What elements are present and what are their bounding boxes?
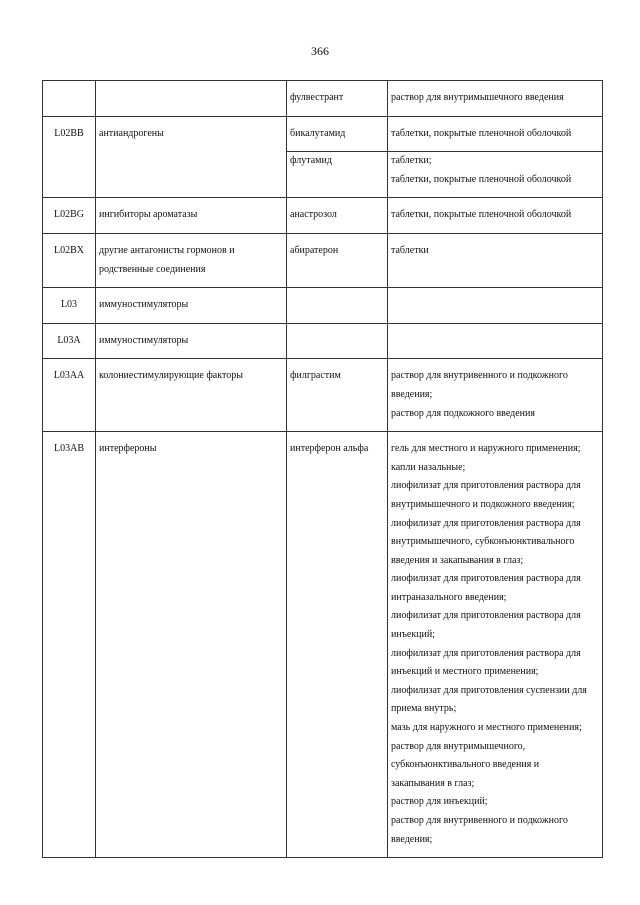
anatomical-group-cell bbox=[96, 116, 287, 198]
drug-name-cell: флутамид bbox=[287, 152, 388, 198]
atc-code-cell: L02BG bbox=[43, 198, 96, 234]
drug-classification-table bbox=[42, 80, 603, 858]
anatomical-group-cell bbox=[96, 198, 287, 234]
group-line: антиандрогены bbox=[99, 127, 164, 139]
dosage-form-line: введения; bbox=[391, 833, 433, 845]
dosage-form-cell bbox=[388, 359, 603, 432]
table-row bbox=[43, 233, 603, 287]
anatomical-group-cell bbox=[96, 288, 287, 324]
dosage-form-line: таблетки, покрытые пленочной оболочкой bbox=[391, 127, 572, 139]
group-line: иммуностимуляторы bbox=[99, 299, 189, 311]
dosage-form-line: внутримышечного и подкожного введения; bbox=[391, 498, 575, 510]
drug-name-cell bbox=[287, 323, 388, 359]
dosage-form-cell bbox=[388, 233, 603, 287]
dosage-form-line: лиофилизат для приготовления суспензии для bbox=[391, 684, 587, 696]
dosage-form-line: раствор для внутримышечного введения bbox=[391, 92, 564, 103]
dosage-form-line: раствор для внутривенного и подкожного bbox=[391, 815, 568, 826]
dosage-form-line: капли назальные; bbox=[391, 461, 466, 473]
dosage-form-line: таблетки, покрытые пленочной оболочкой bbox=[391, 173, 572, 185]
dosage-form-line: лиофилизат для приготовления раствора для bbox=[391, 610, 581, 622]
drug-name-cell: филграстим bbox=[287, 359, 388, 432]
dosage-form-line: раствор для инъекций; bbox=[391, 796, 488, 808]
anatomical-group-cell bbox=[96, 359, 287, 432]
anatomical-group-cell bbox=[96, 432, 287, 858]
dosage-form-line: лиофилизат для приготовления раствора для bbox=[391, 573, 581, 585]
dosage-form-line: мазь для наружного и местного применения; bbox=[391, 722, 582, 734]
dosage-form-line: введения и закапывания в глаз; bbox=[391, 554, 524, 566]
dosage-form-line: таблетки; bbox=[391, 155, 432, 167]
drug-name-cell: фулвестрант bbox=[287, 81, 388, 117]
dosage-form-line: внутримышечного, субконъюнктивального bbox=[391, 536, 575, 548]
table-row bbox=[43, 288, 603, 324]
drug-name-cell bbox=[287, 288, 388, 324]
drug-name-cell: анастрозол bbox=[287, 198, 388, 234]
dosage-form-line: закапывания в глаз; bbox=[391, 777, 475, 789]
drug-name-cell: бикалутамид bbox=[287, 116, 388, 152]
atc-code-cell: L03A bbox=[43, 323, 96, 359]
atc-code-cell bbox=[43, 81, 96, 117]
dosage-form-line: лиофилизат для приготовления раствора для bbox=[391, 517, 581, 529]
dosage-form-cell bbox=[388, 116, 603, 152]
dosage-form-cell bbox=[388, 323, 603, 359]
dosage-form-line: раствор для подкожного введения bbox=[391, 407, 535, 419]
atc-code-cell: L03 bbox=[43, 288, 96, 324]
group-line: колониестимулирующие факторы bbox=[99, 370, 243, 382]
atc-code-cell: L03AB bbox=[43, 432, 96, 858]
group-line: другие антагонисты гормонов и bbox=[99, 244, 235, 256]
table-row bbox=[43, 359, 603, 432]
dosage-form-line: интраназального введения; bbox=[391, 591, 507, 603]
group-line: иммуностимуляторы bbox=[99, 334, 189, 346]
dosage-form-line: инъекций; bbox=[391, 629, 436, 641]
dosage-form-cell bbox=[388, 432, 603, 858]
dosage-form-line: введения; bbox=[391, 388, 433, 400]
anatomical-group-cell bbox=[96, 323, 287, 359]
page-number: 366 bbox=[311, 44, 329, 58]
dosage-form-line: гель для местного и наружного применения; bbox=[391, 443, 581, 455]
drug-name-cell: абиратерон bbox=[287, 233, 388, 287]
atc-code-cell: L02BB bbox=[43, 116, 96, 198]
dosage-form-cell bbox=[388, 198, 603, 234]
table-row bbox=[43, 198, 603, 234]
dosage-form-line: инъекций и местного применения; bbox=[391, 666, 539, 678]
group-line: родственные соединения bbox=[99, 263, 206, 275]
dosage-form-line: лиофилизат для приготовления раствора для bbox=[391, 647, 581, 659]
dosage-form-line: субконъюнктивального введения и bbox=[391, 759, 540, 771]
atc-code-cell: L03AA bbox=[43, 359, 96, 432]
table-row bbox=[43, 323, 603, 359]
anatomical-group-cell bbox=[96, 81, 287, 117]
table-row bbox=[43, 81, 603, 117]
dosage-form-line: приема внутрь; bbox=[391, 703, 457, 715]
table-row bbox=[43, 432, 603, 858]
group-line: интерфероны bbox=[99, 443, 157, 455]
dosage-form-cell bbox=[388, 81, 603, 117]
dosage-form-line: лиофилизат для приготовления раствора для bbox=[391, 480, 581, 492]
dosage-form-line: таблетки bbox=[391, 244, 429, 256]
table-row bbox=[43, 116, 603, 152]
dosage-form-cell bbox=[388, 152, 603, 198]
dosage-form-line: раствор для внутривенного и подкожного bbox=[391, 370, 568, 382]
atc-code-cell: L02BX bbox=[43, 233, 96, 287]
dosage-form-cell bbox=[388, 288, 603, 324]
anatomical-group-cell bbox=[96, 233, 287, 287]
group-line: ингибиторы ароматазы bbox=[99, 209, 198, 221]
dosage-form-line: таблетки, покрытые пленочной оболочкой bbox=[391, 209, 572, 221]
drug-name-cell: интерферон альфа bbox=[287, 432, 388, 858]
dosage-form-line: раствор для внутримышечного, bbox=[391, 740, 526, 752]
